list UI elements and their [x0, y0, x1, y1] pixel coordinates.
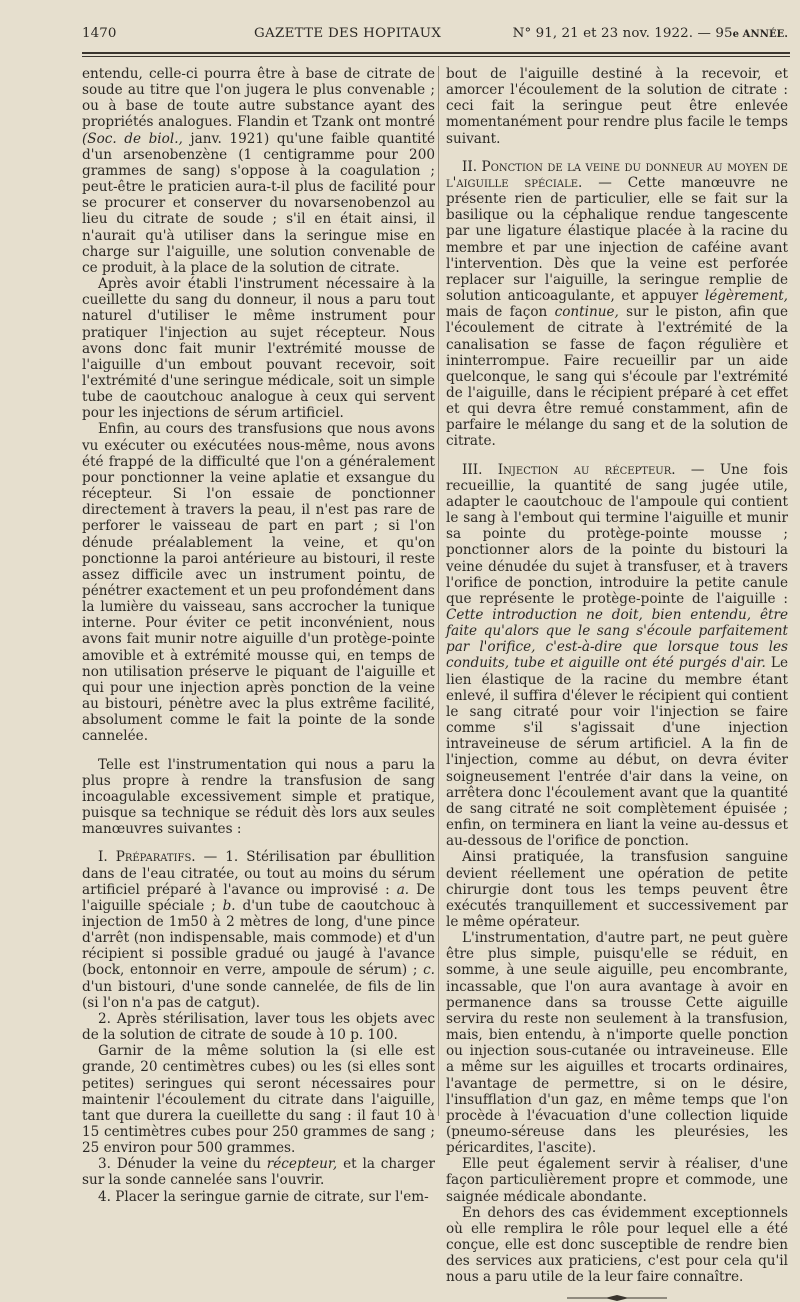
- right-column: [446, 66, 788, 1302]
- issue-year-suffix: e ANNÉE.: [732, 29, 788, 40]
- issue-info: [513, 26, 788, 41]
- paragraph: 4. Placer la seringue garnie de citrate, sur l'em-: [98, 1188, 429, 1205]
- section-heading: II. Ponction de la veine du donneur au moyen de l'aiguille spéciale.: [446, 158, 788, 191]
- journal-title: GAZETTE DES HOPITAUX: [254, 26, 442, 41]
- paragraph: Elle peut également servir à réaliser, d'une façon particulièrement propre et commode, une saignée médicale abondante.: [446, 1156, 788, 1205]
- paragraph: Après avoir établi l'instrument nécessaire à la cueillette du sang du donneur, il nous a paru tout naturel d'utiliser le même instrument pour pratiquer l'injection au sujet récepteur. Nous avons donc fait munir l'extrémité mousse de l'aiguille d'un embout pouvant recevoir, soit l'extrémité d'une seringue médicale, soit un simple tube de caoutchouc analogue à ceux qui servent pour les injections de sérum artificiel.: [82, 276, 435, 422]
- left-column: [82, 66, 435, 1205]
- section-ponction: II. Ponction de la veine du donneur au moyen de l'aiguille spéciale. — Cette manœuvre ne présente rien de particulier, elle se fait sur la basilique ou la céphalique rendue tangescente par une ligature élastique placée à la racine du membre et par une injection de caféine avant l'intervention. Dès que la veine est perforée replacer sur l'aiguille, la seringue remplie de solution anticoagulante, et appuyer légèrement, mais de façon continue, sur le piston, afin que l'écoulement de citrate à l'extrémité de la canalisation se fasse de façon régulière et ininterrompue. Faire recueillir par un aide quelconque, le sang qui s'écoule par l'extrémité de l'aiguille, dans le récipient préparé à cet effet et qui devra être remué constamment, afin de parfaire le mélange du sang et de la solution de citrate.: [446, 158, 788, 450]
- paragraph: Telle est l'instrumentation qui nous a paru la plus propre à rendre la transfusion de sang incoagulable excessivement simple et pratique, puisque sa technique se réduit dès lors aux seules manœuvres suivantes :: [82, 756, 435, 838]
- header-rule-thick: [82, 52, 790, 54]
- section-injection: III. Injection au récepteur. — Une fois recueillie, la quantité de sang jugée utile, adapter le caoutchouc de l'ampoule qui contient le sang à l'embout qui termine l'aiguille et munir sa pointe du protège-pointe mousse ; ponctionner alors de la pointe du bistouri la veine dénudée du sujet à transfuser, et à travers l'orifice de ponction, introduire la petite canule que représente le protège-pointe de l'aiguille : Cette introduction ne doit, bien entendu, être faite qu'alors que le sang s'écoule parfaitement par l'orifice, c'est-à-dire que lorsque tous les conduits, tube et aiguille ont été purgés d'air. Le lien élastique de la racine du membre étant enlevé, il suffira d'élever le récipient qui contient le sang citraté pour voir l'injection se faire comme s'il s'agissait d'une injection intraveineuse de sérum artificiel. A la fin de l'injection, comme au début, on devra éviter soigneusement l'entrée d'air dans la veine, on arrêtera donc l'écoulement avant que la quantité de sang citraté ne soit complètement épuisée ; enfin, on terminera en liant la veine au-dessus et au-dessous de l'orifice de ponction.: [446, 461, 788, 850]
- paragraph: Enfin, au cours des transfusions que nous avons vu exécuter ou exécutées nous-même, nous avons été frappé de la difficulté que l'on a généralement pour ponctionner la veine aplatie et exsangue du récepteur. Si l'on essaie de ponctionner directement à travers la peau, il n'est pas rare de perforer le vaisseau de part en part ; si l'on dénude préalablement la veine, et qu'on ponctionne la paroi antérieure au bistouri, il reste assez difficile avec un instrument pointu, de pénétrer exactement et un peu profondément dans la lumière du vaisseau, sans accrocher la tunique interne. Pour éviter ce petit inconvénient, nous avons fait munir notre aiguille d'un protège-pointe amovible et à extrémité mousse qui, en temps de non utilisation préserve le piquant de l'aiguille et qui pour une injection après ponction de la veine au bistouri, pénètre avec la plus extrême facilité, absolument comme le fait la pointe de la sonde cannelée.: [82, 421, 435, 745]
- section-heading: I. Préparatifs.: [98, 849, 196, 866]
- header-rule-thin: [82, 56, 790, 57]
- paragraph: En dehors des cas évidemment exceptionnels où elle remplira le rôle pour lequel elle a été conçue, elle est donc susceptible de rendre bien des services aux praticiens, c'est pour cela qu'il nous a paru utile de la leur faire connaître.: [446, 1204, 788, 1286]
- paragraph: L'instrumentation, d'autre part, ne peut guère être plus simple, puisqu'elle se réduit, en somme, à une seule aiguille, peu encombrante, incassable, que l'on aura avantage à avoir en permanence dans sa trousse Cette aiguille servira du reste non seulement à la transfusion, mais, bien entendu, à n'importe quelle ponction ou injection sous-cutanée ou intraveineuse. Elle a même sur les aiguilles et trocarts ordinaires, l'avantage de permettre, si on le désire, l'insufflation d'un gaz, en même temps que l'on procède à l'évacuation d'une collection liquide (pneumo-séreuse dans les pleurésies, les péricardites, l'ascite).: [446, 930, 788, 1157]
- end-ornament: [567, 1294, 667, 1302]
- paragraph: bout de l'aiguille destiné à la recevoir, et amorcer l'écoulement de la solution de citrate : ceci fait la seringue peut être enlevée momentanément pour rendre plus facile le temps suivant.: [446, 66, 788, 147]
- paragraph: 3. Dénuder la veine du récepteur, et la charger sur la sonde cannelée sans l'ouvrir.: [82, 1156, 435, 1189]
- paragraph: Ainsi pratiquée, la transfusion sanguine devient réellement une opération de petite chirurgie dont tous les temps peuvent être exécutés tranquillement et successivement par le même opérateur.: [446, 849, 788, 930]
- section-heading: III. Injection au récepteur.: [462, 461, 676, 478]
- paragraph: 2. Après stérilisation, laver tous les objets avec de la solution de citrate de soude à 10 p. 100.: [82, 1010, 435, 1044]
- paragraph: Garnir de la même solution la (si elle est grande, 20 centimètres cubes) ou les (si elles sont petites) seringues qui seront nécessaires pour maintenir l'écoulement du citrate dans l'aiguille, tant que durera la cueillette du sang : il faut 10 à 15 centimètres cubes pour 250 grammes de sang ; 25 environ pour 500 grammes.: [82, 1043, 435, 1157]
- paragraph: entendu, celle-ci pourra être à base de citrate de soude au titre que l'on jugera le plus convenable ; ou à base de toute autre substance ayant des propriétés analogues. Flandin et Tzank ont montré (Soc. de biol., janv. 1921) qu'une faible quantité d'un arsenobenzène (1 centigramme pour 200 grammes de sang) s'oppose à la coagulation ; peut-être le praticien aura-t-il plus de facilité pour se procurer et conserver du novarsenobenzol au lieu du citrate de soude ; s'il en était ainsi, il n'aurait qu'à utiliser dans la seringue mise en charge sur l'aiguille, une solution convenable de ce produit, à la place de la solution de citrate.: [82, 66, 435, 276]
- section-preparatifs: I. Préparatifs. — 1. Stérilisation par ébullition dans de l'eau citratée, ou tout au moins du sérum artificiel préparé à l'avance ou improvisé : a. De l'aiguille spéciale ; b. d'un tube de caoutchouc à injection de 1m50 à 2 mètres de long, d'une pince d'arrêt (non indispensable, mais commode) et d'un récipient si possible gradué ou jaugé à l'avance (bock, entonnoir en verre, ampoule de sérum) ; c. d'un bistouri, d'une sonde cannelée, de fils de lin (si l'on n'a pas de catgut).: [82, 849, 436, 1011]
- page-number: 1470: [82, 26, 117, 41]
- page-header: [82, 26, 788, 48]
- column-divider: [438, 66, 439, 1116]
- issue-date: N° 91, 21 et 23 nov. 1922. — 95: [512, 26, 733, 41]
